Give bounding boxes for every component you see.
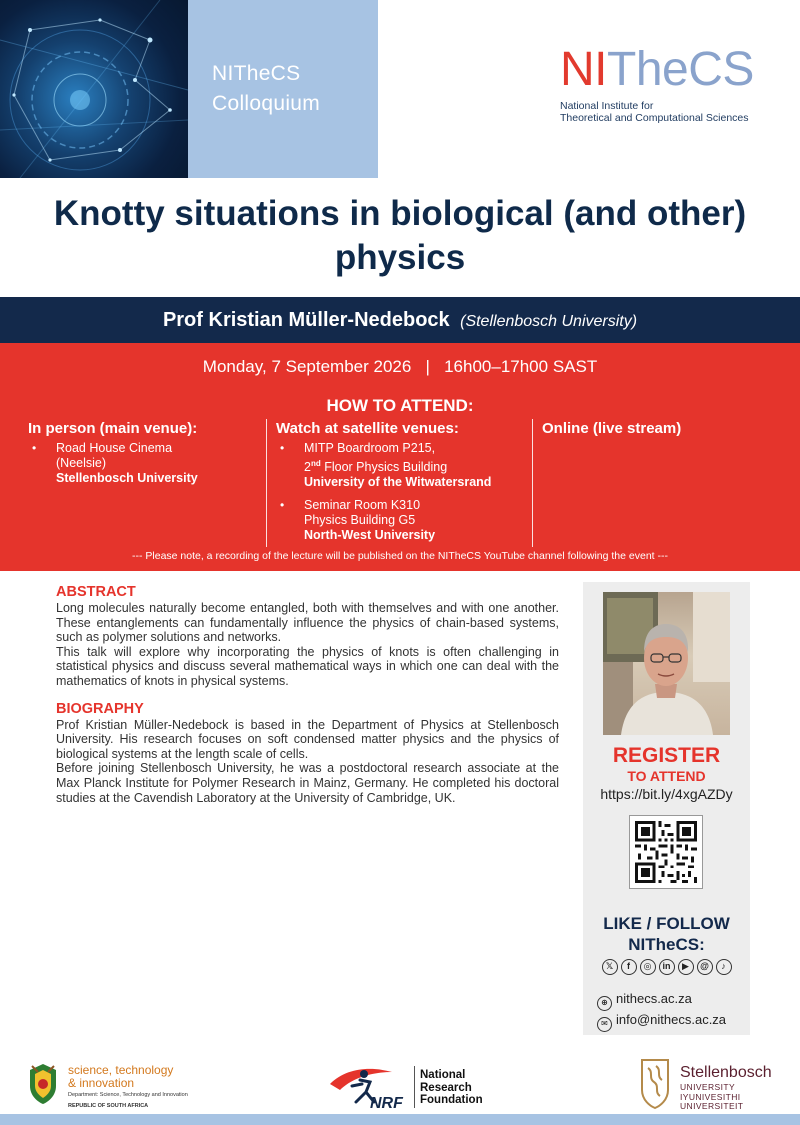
dsti-line4: REPUBLIC OF SOUTH AFRICA: [68, 1103, 149, 1109]
sponsor-logos: [0, 1052, 800, 1114]
in-person-heading: In person (main venue):: [28, 420, 198, 437]
talk-title-line2: physics: [334, 238, 466, 277]
website-link[interactable]: nithecs.ac.za: [616, 991, 692, 1006]
in-person-column: [28, 419, 264, 547]
online-heading[interactable]: Online (live stream): [542, 420, 682, 437]
speaker-affiliation: (Stellenbosch University): [460, 313, 638, 330]
nrf-mark-icon: [326, 1062, 406, 1110]
satellite-column: [266, 419, 532, 547]
nrf-name: National Research Foundation: [420, 1069, 483, 1106]
recording-note: --- Please note, a recording of the lecture will be published on the NITheCS YouTube channel following the event ---: [131, 550, 668, 562]
event-details-panel: [0, 343, 800, 571]
dsti-line1: science, technology: [68, 1063, 174, 1077]
talk-title: [0, 192, 800, 280]
bottom-accent-bar: [0, 1114, 800, 1125]
colloquium-line1: NITheCS: [212, 62, 301, 85]
linkedin-icon[interactable]: in: [659, 959, 675, 975]
nrf-divider: [414, 1066, 415, 1108]
abstract-paragraph-1: Long molecules naturally become entangled, both with themselves and with one another. These entanglements can fundamentally influence the physics of chain-based systems, such as polymer solutions and networks.: [56, 601, 559, 645]
body-text: [56, 584, 559, 805]
nrf-logo: [326, 1062, 486, 1110]
register-heading: REGISTER: [612, 744, 721, 767]
event-separator: |: [425, 357, 430, 376]
stellenbosch-subtitle: UNIVERSITY IYUNIVESITHI UNIVERSITEIT: [680, 1082, 744, 1111]
register-subheading: TO ATTEND: [627, 768, 706, 784]
in-person-venue: • Road House Cinema (Neelsie) Stellenbosch University: [28, 441, 264, 486]
register-block: [583, 744, 750, 803]
facebook-icon[interactable]: f: [621, 959, 637, 975]
biography-heading: BIOGRAPHY: [56, 700, 144, 717]
email-contact[interactable]: [597, 1012, 747, 1032]
instagram-icon[interactable]: ◎: [640, 959, 656, 975]
poster-header: [0, 0, 800, 178]
nithecs-logo: [560, 43, 790, 124]
speaker-band: [0, 297, 800, 343]
speaker-name: Prof Kristian Müller-Nedebock: [162, 309, 450, 331]
social-icons: [595, 959, 738, 975]
svg-text:NRF: NRF: [370, 1095, 403, 1110]
sidebar-panel: [583, 582, 750, 1035]
colloquium-line2: Colloquium: [212, 92, 321, 115]
abstract-heading: ABSTRACT: [56, 584, 136, 600]
colloquium-label-box: [188, 0, 378, 178]
abstract-paragraph-2: This talk will explore why incorporating the physics of knots is often challenging in statistical physics and discuss several mathematical ways in which one can deal with the mathematics of knots in physical systems.: [56, 644, 559, 688]
tiktok-icon[interactable]: ♪: [716, 959, 732, 975]
dsti-logo: [26, 1058, 186, 1110]
how-to-attend-heading: HOW TO ATTEND:: [326, 396, 474, 415]
talk-title-line1: Knotty situations in biological (and other): [53, 194, 747, 233]
dsti-line2: & innovation: [68, 1076, 135, 1090]
youtube-icon[interactable]: ▶: [678, 959, 694, 975]
speaker-photo: [603, 592, 730, 735]
event-date: Monday, 7 September 2026: [202, 357, 412, 376]
registration-qr-code[interactable]: [629, 815, 703, 889]
attend-columns: [0, 419, 800, 549]
stellenbosch-crest-icon: [636, 1056, 674, 1112]
satellite-venue-nwu: • Seminar Room K310 Physics Building G5 North-West University: [276, 498, 532, 543]
website-contact[interactable]: [597, 991, 747, 1011]
satellite-venue-wits: • MITP Boardroom P215, 2nd Floor Physics Building University of the Witwatersrand: [276, 441, 532, 490]
event-time: 16h00–17h00 SAST: [444, 357, 598, 376]
hero-image-network: [0, 0, 188, 178]
dsti-line3: Department: Science, Technology and Innovation: [68, 1092, 188, 1098]
nithecs-logo-subtitle: National Institute for Theoretical and Computational Sciences: [560, 100, 749, 124]
globe-icon: ⊕: [597, 996, 612, 1011]
event-datetime: [0, 357, 800, 377]
online-column: [532, 419, 800, 547]
biography-paragraph-2: Before joining Stellenbosch University, he was a postdoctoral research associate at the Max Planck Institute for Polymer Research in Mainz, Germany. He completed his doctoral studies at the Cavendish Laboratory at the University of Cambridge, UK.: [56, 761, 559, 805]
stellenbosch-name: Stellenbosch: [680, 1064, 772, 1081]
email-link[interactable]: info@nithecs.ac.za: [616, 1012, 727, 1027]
satellite-heading: Watch at satellite venues:: [276, 420, 459, 437]
email-icon: ✉: [597, 1017, 612, 1032]
stellenbosch-logo: [636, 1056, 786, 1112]
register-link[interactable]: https://bit.ly/4xgAZDy: [600, 786, 733, 802]
nithecs-logo-wordmark: NITheCS: [560, 43, 754, 96]
threads-icon[interactable]: @: [697, 959, 713, 975]
follow-heading: LIKE / FOLLOW NITheCS:: [603, 914, 730, 954]
x-icon[interactable]: 𝕏: [602, 959, 618, 975]
biography-paragraph-1: Prof Kristian Müller-Nedebock is based in the Department of Physics at Stellenbosch University. His research focuses on soft condensed matter physics and the physics of biological systems at the length scale of cells.: [56, 717, 559, 761]
coat-of-arms-icon: [26, 1062, 60, 1106]
